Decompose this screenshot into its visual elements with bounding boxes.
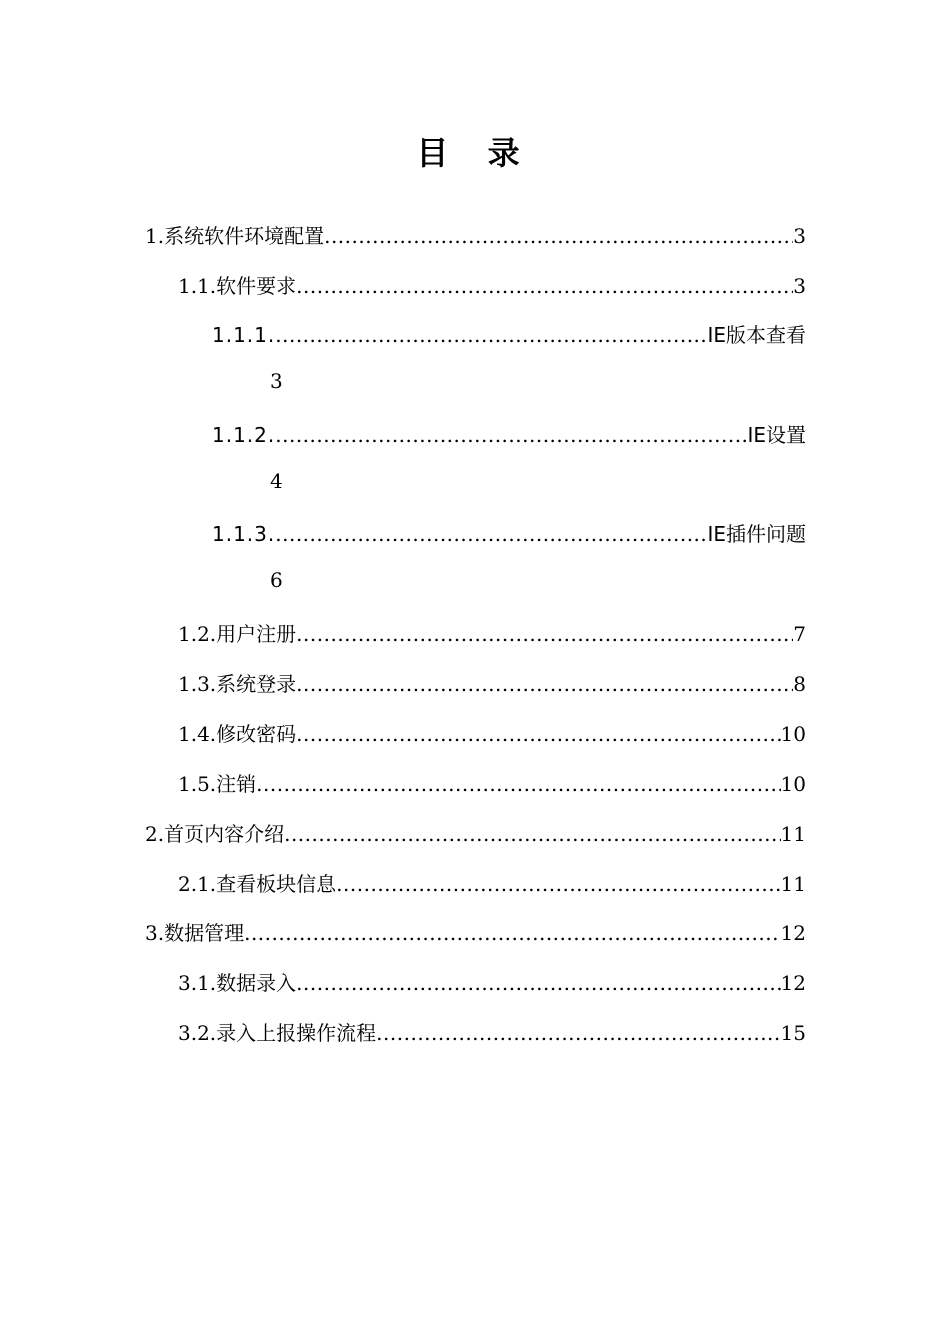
toc-entry[interactable] <box>212 319 806 345</box>
toc-entry-number: 1.2. <box>178 622 217 646</box>
toc-leader-dots <box>296 971 780 995</box>
toc-entry-number: 1.4. <box>178 722 217 746</box>
toc-entry[interactable] <box>178 618 806 644</box>
toc-entry[interactable] <box>178 967 806 993</box>
toc-entry-number: 3.1. <box>178 971 217 995</box>
toc-entry-number: 2.1. <box>178 872 217 896</box>
toc-entry-page: 3 <box>793 224 806 248</box>
toc-leader-dots <box>244 921 780 945</box>
toc-entry-number: 1.5. <box>178 772 217 796</box>
toc-entry[interactable] <box>212 419 806 445</box>
toc-entry-number: 1.1.3. <box>212 522 276 546</box>
toc-entry[interactable] <box>178 718 806 744</box>
toc-entry-text: 录入上报操作流程 <box>216 1021 377 1045</box>
toc-leader-dots <box>296 722 780 746</box>
toc-entry-text: 数据录入 <box>216 971 297 995</box>
toc-entry-number: 1. <box>145 224 165 248</box>
toc-entry[interactable] <box>212 518 806 544</box>
toc-entry-ie: IE <box>747 423 766 447</box>
toc-entry-number: 3. <box>145 921 165 945</box>
toc-entry-page: 8 <box>793 672 806 696</box>
toc-entry-text: 查看板块信息 <box>216 872 337 896</box>
toc-leader-dots <box>256 772 780 796</box>
toc-entry-text: 首页内容介绍 <box>164 822 285 846</box>
toc-entry-text: 注销 <box>216 772 257 796</box>
toc-entry-ie: IE <box>707 323 726 347</box>
toc-entry-text: 修改密码 <box>216 722 297 746</box>
toc-entry[interactable] <box>178 668 806 694</box>
toc-leader-dots <box>275 522 707 546</box>
toc-entry-text: 数据管理 <box>164 921 245 945</box>
toc-entry-page: 3 <box>793 274 806 298</box>
toc-leader-dots <box>376 1021 780 1045</box>
toc-entry[interactable] <box>145 220 806 246</box>
toc-entry-text: 设置 <box>766 423 806 447</box>
toc-entry-text: 版本查看 <box>726 323 806 347</box>
toc-entry-page: 11 <box>780 872 806 896</box>
toc-entry-page: 10 <box>780 772 806 796</box>
toc-entry[interactable] <box>178 768 806 794</box>
toc-entry-number: 1.1. <box>178 274 217 298</box>
toc-entry-number: 3.2. <box>178 1021 217 1045</box>
toc-entry-text: 系统软件环境配置 <box>164 224 325 248</box>
toc-entry-number: 1.3. <box>178 672 217 696</box>
toc-entry[interactable] <box>178 270 806 296</box>
toc-entry-text: 系统登录 <box>216 672 297 696</box>
toc-entry-text: 插件问题 <box>726 522 806 546</box>
toc-leader-dots <box>296 672 793 696</box>
toc-entry-number: 2. <box>145 822 165 846</box>
toc-leader-dots <box>284 822 780 846</box>
toc-entry[interactable] <box>178 868 806 894</box>
toc-title: 目 录 <box>416 134 534 172</box>
toc-entry-page: 4 <box>270 469 283 493</box>
toc-entry-page: 12 <box>780 921 806 945</box>
toc-leader-dots <box>275 323 707 347</box>
toc-leader-dots <box>324 224 793 248</box>
toc-entry[interactable] <box>145 818 806 844</box>
toc-leader-dots <box>296 274 793 298</box>
toc-entry-ie: IE <box>707 522 726 546</box>
toc-entry[interactable] <box>145 917 806 943</box>
toc-leader-dots <box>336 872 780 896</box>
toc-entry-page: 7 <box>793 622 806 646</box>
toc-leader-dots <box>296 622 793 646</box>
toc-entry-page: 11 <box>780 822 806 846</box>
toc-entry-page: 3 <box>270 369 283 393</box>
toc-entry-number: 1.1.2. <box>212 423 276 447</box>
toc-entry-number: 1.1.1. <box>212 323 276 347</box>
toc-entry-text: 用户注册 <box>216 622 297 646</box>
toc-entry-page: 12 <box>780 971 806 995</box>
toc-entry-text: 软件要求 <box>216 274 297 298</box>
toc-leader-dots <box>275 423 747 447</box>
toc-entry-page: 15 <box>780 1021 806 1045</box>
toc-entry-page: 10 <box>780 722 806 746</box>
toc-entry[interactable] <box>178 1017 806 1043</box>
toc-entry-page: 6 <box>270 568 283 592</box>
